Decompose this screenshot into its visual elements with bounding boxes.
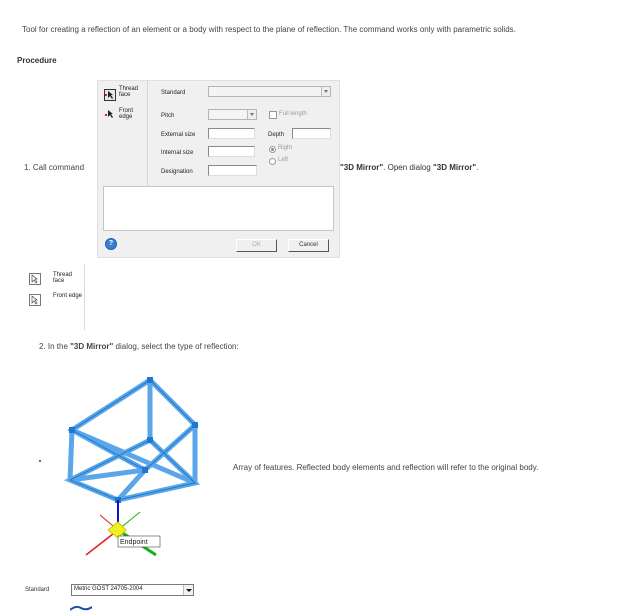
pitch-label: Pitch — [161, 113, 175, 119]
thread-face-button[interactable] — [104, 89, 116, 101]
step2-text — [39, 342, 239, 351]
thread-face-label: Thread face — [119, 86, 139, 98]
designation-label: Designation — [161, 169, 193, 175]
cropped-graphic — [70, 604, 92, 611]
step1-text: 1. Call command — [24, 163, 85, 172]
box-edges — [70, 380, 195, 500]
wireframe-box-illustration — [60, 370, 220, 570]
left-radio[interactable] — [269, 158, 276, 165]
intro-text: Tool for creating a reflection of an element or a body with respect to the plane of reflection. The command works only with parametric solids. — [22, 25, 516, 34]
chevron-down-icon[interactable] — [321, 87, 330, 96]
mini-toolbar — [23, 264, 85, 330]
step1-suffix — [340, 163, 478, 172]
procedure-heading: Procedure — [17, 56, 57, 65]
left-label: Left — [278, 157, 289, 163]
internal-size-label: Internal size — [161, 150, 194, 156]
step1-mid: . Open dialog — [383, 163, 433, 172]
standard-row-label: Standard — [25, 587, 50, 593]
dialog-separator — [147, 81, 148, 187]
external-size-field[interactable] — [208, 128, 255, 139]
right-radio[interactable] — [269, 146, 276, 153]
step2-dialog: "3D Mirror" — [70, 342, 114, 351]
standard-row-select[interactable] — [71, 584, 194, 596]
right-label: Right — [278, 145, 293, 151]
chevron-down-icon[interactable] — [183, 585, 193, 595]
cursor-arrow-icon — [30, 295, 40, 305]
internal-size-field[interactable] — [208, 146, 255, 157]
front-edge-button[interactable] — [29, 294, 41, 306]
step2-prefix: 2. In the — [39, 342, 71, 351]
front-edge-label: Front edge — [53, 293, 83, 299]
step1-command: "3D Mirror" — [340, 163, 384, 172]
message-area — [103, 186, 334, 231]
chevron-down-icon[interactable] — [247, 110, 256, 119]
cancel-button[interactable]: Cancel — [288, 239, 329, 252]
step1-end: . — [476, 163, 479, 172]
bullet-dot — [39, 460, 41, 462]
front-edge-label: Front edge — [119, 108, 134, 120]
standard-label: Standard — [161, 90, 186, 96]
help-button[interactable]: ? — [105, 238, 117, 250]
front-edge-icon[interactable] — [105, 109, 117, 121]
standard-row-value: Metric GOST 24705-2004 — [74, 586, 143, 592]
designation-field[interactable] — [208, 165, 257, 176]
depth-label: Depth — [268, 132, 285, 138]
thread-face-button[interactable] — [29, 273, 41, 285]
step2-suffix: dialog, select the type of reflection: — [113, 342, 239, 351]
standard-select[interactable] — [208, 86, 331, 97]
thread-face-label: Thread face — [53, 272, 73, 284]
cursor-arrow-icon — [105, 90, 115, 100]
array-caption: Array of features. Reflected body elements and reflection will refer to the original body. — [233, 463, 539, 472]
full-length-checkbox[interactable] — [269, 111, 277, 119]
pitch-select[interactable] — [208, 109, 257, 120]
depth-field[interactable] — [292, 128, 331, 139]
step1-dialog: "3D Mirror" — [432, 163, 477, 172]
cursor-arrow-icon — [30, 274, 40, 284]
external-size-label: External size — [161, 132, 196, 138]
full-length-label: Full length — [279, 111, 307, 117]
endpoint-tooltip: Endpoint — [120, 539, 148, 546]
thread-dialog — [97, 80, 340, 258]
ok-button[interactable]: OK — [236, 239, 277, 252]
